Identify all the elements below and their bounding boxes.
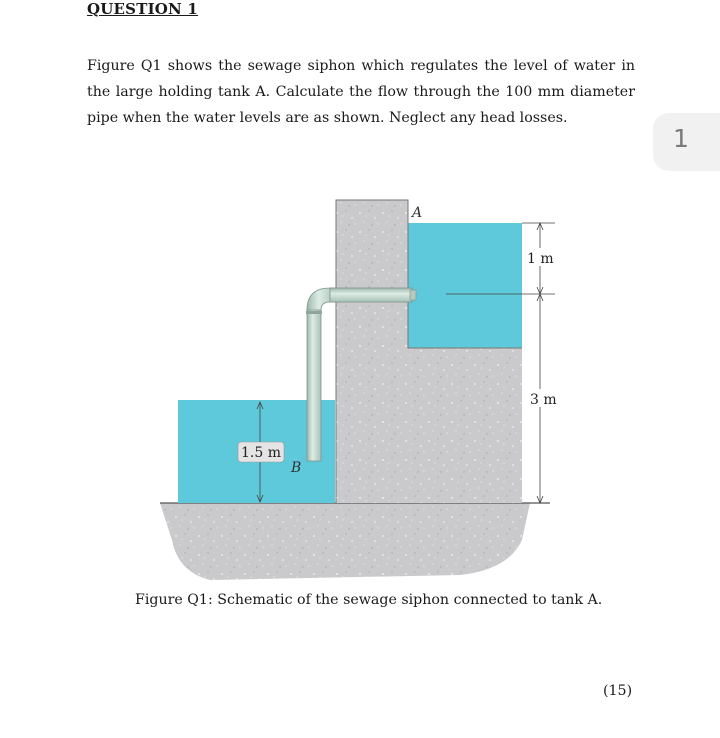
label-tank-a: A xyxy=(412,205,423,221)
question-text: Figure Q1 shows the sewage siphon which regulates the level of water in the large holding tank A. Calculate the flow through the 100 mm diameter pipe when the water levels are as shown. Neglect any head losses. xyxy=(87,58,635,126)
pipe-collar xyxy=(306,311,322,314)
siphon-pipe-vertical xyxy=(307,308,321,461)
page-number: 1 xyxy=(673,124,689,153)
figure-caption: Figure Q1: Schematic of the sewage siphon connected to tank A. xyxy=(135,592,603,608)
tank-a-water xyxy=(408,223,522,348)
dim-total-label: 3 m xyxy=(530,392,557,408)
ground-base xyxy=(160,503,530,580)
siphon-pipe-horizontal xyxy=(330,288,412,302)
question-heading: QUESTION 1 xyxy=(87,0,199,18)
siphon-figure xyxy=(150,190,580,585)
dim-lower-label: 1.5 m xyxy=(241,445,281,461)
dim-top-label: 1 m xyxy=(527,251,554,267)
label-outlet-b: B xyxy=(291,460,302,476)
pipe-inlet-flange xyxy=(410,290,416,300)
page-number-badge xyxy=(653,113,720,171)
marks-allocation: (15) xyxy=(603,683,633,699)
